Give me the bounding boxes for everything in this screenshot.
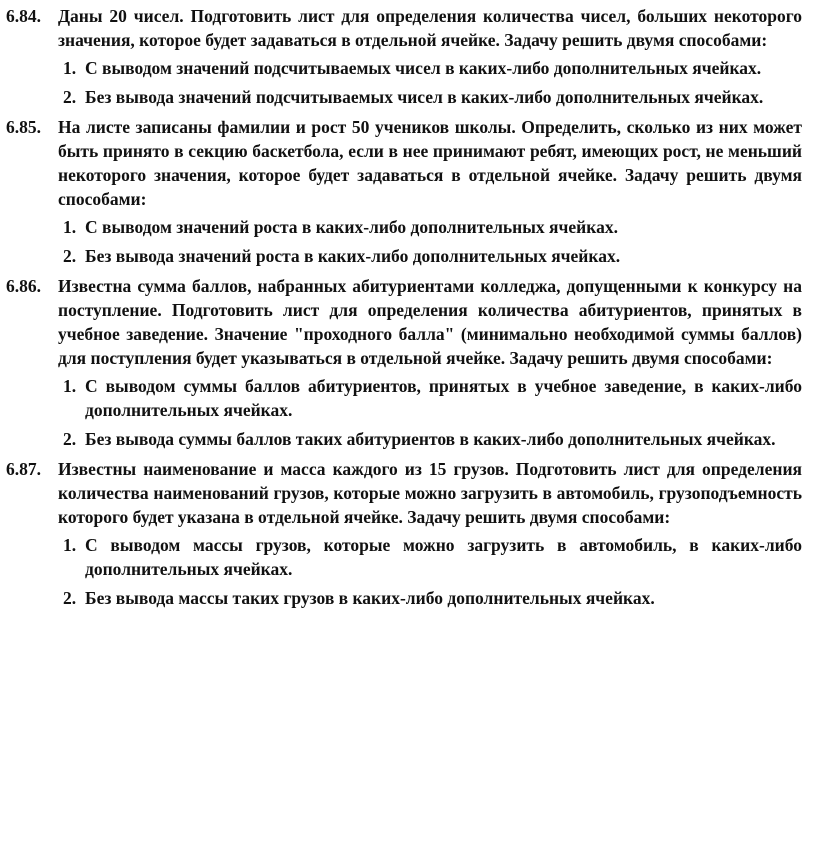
list-item-text: С выводом значений роста в каких-либо дополнительных ячейках. [85,217,618,237]
list-item [58,244,802,268]
problem-number: 6.84. [6,6,41,26]
solution-methods-list [58,533,802,610]
list-item-text: С выводом суммы баллов абитуриентов, принятых в учебное заведение, в каких-либо дополнительных ячейках. [85,376,802,420]
list-item-number: 1. [63,535,77,555]
problem-6-87 [6,457,802,610]
list-item-text: Без вывода значений роста в каких-либо дополнительных ячейках. [85,246,621,266]
list-item-text: С выводом массы грузов, которые можно загрузить в автомобиль, в каких-либо дополнительных ячейках. [85,535,802,579]
problem-6-85 [6,115,802,268]
list-item [58,215,802,239]
solution-methods-list [58,215,802,268]
problem-statement: На листе записаны фамилии и рост 50 учеников школы. Определить, сколько из них может быть принято в секцию баскетбола, если в нее принимают ребят, имеющих рост, не меньший некоторого значения, которое будет задаваться в отдельной ячейке. Задачу решить двумя способами: [58,117,802,209]
list-item-number: 1. [63,58,77,78]
list-item-number: 1. [63,217,77,237]
list-item [58,533,802,581]
problem-6-84 [6,4,802,109]
list-item-number: 1. [63,376,77,396]
list-item-number: 2. [63,87,77,107]
problem-number: 6.86. [6,276,41,296]
solution-methods-list [58,374,802,451]
solution-methods-list [58,56,802,109]
problem-6-86 [6,274,802,451]
list-item-number: 2. [63,429,77,449]
problem-statement: Известна сумма баллов, набранных абитуриентами колледжа, допущенными к конкурсу на поступление. Подготовить лист для определения количества абитуриентов, принятых в учебное заведение. Значение "проходного балла" (минимально необходимой суммы баллов) для поступления будет указываться в отдельной ячейке. Задачу решить двумя способами: [58,276,802,368]
list-item [58,427,802,451]
problem-statement: Даны 20 чисел. Подготовить лист для определения количества чисел, больших некоторого значения, которое будет задаваться в отдельной ячейке. Задачу решить двумя способами: [58,6,802,50]
problem-statement: Известны наименование и масса каждого из 15 грузов. Подготовить лист для определения количества наименований грузов, которые можно загрузить в автомобиль, грузоподъемность которого будет указана в отдельной ячейке. Задачу решить двумя способами: [58,459,802,527]
list-item [58,56,802,80]
problem-number: 6.87. [6,459,41,479]
list-item [58,586,802,610]
list-item-number: 2. [63,246,77,266]
problem-number: 6.85. [6,117,41,137]
list-item [58,374,802,422]
list-item-text: С выводом значений подсчитываемых чисел в каких-либо дополнительных ячейках. [85,58,762,78]
list-item-text: Без вывода значений подсчитываемых чисел в каких-либо дополнительных ячейках. [85,87,764,107]
list-item-text: Без вывода суммы баллов таких абитуриентов в каких-либо дополнительных ячейках. [85,429,776,449]
list-item [58,85,802,109]
list-item-text: Без вывода массы таких грузов в каких-либо дополнительных ячейках. [85,588,655,608]
list-item-number: 2. [63,588,77,608]
